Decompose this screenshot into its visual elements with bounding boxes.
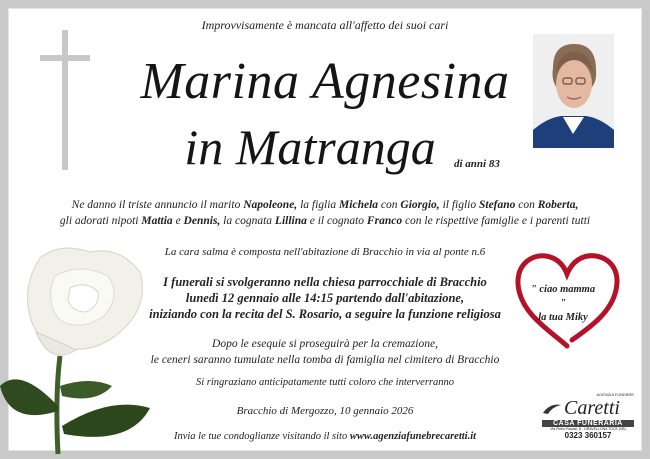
brother-in-law-name: Franco	[366, 215, 403, 227]
announcement-line-1	[0, 197, 650, 213]
heart-message-line: " ciao mamma "	[530, 284, 596, 309]
son-in-law-name: Giorgio,	[400, 199, 440, 211]
white-rose-icon	[0, 236, 165, 456]
logo-subtitle: CASA FUNERARIA	[542, 420, 634, 427]
text: la cognata	[220, 215, 275, 227]
husband-name: Napoleone,	[243, 199, 298, 211]
logo-top-text: AGENZIA FUNEBRE	[596, 392, 634, 397]
text: gli adorati nipoti	[59, 215, 142, 227]
funeral-line: iniziando con la recita del S. Rosario, a seguire la funzione religiosa	[149, 307, 501, 321]
text: e	[172, 215, 184, 227]
home-viewing-text: La cara salma è composta nell'abitazione di Bracchio in via al ponte n.6	[164, 246, 486, 258]
logo-phone: 0323 360157	[564, 431, 612, 440]
heart-message	[528, 283, 598, 325]
announcement-line-2	[0, 213, 650, 229]
logo-brand: Caretti	[564, 397, 620, 419]
heart-message-line: la tua Miky	[538, 312, 588, 323]
logo-address: Via Pietro Ravasi, 8 - GRAVELLONA TOCE (VB)	[550, 427, 626, 431]
text: il figlio	[439, 199, 479, 211]
daughter-name: Michela	[339, 199, 379, 211]
intro-text: Improvvisamente è mancata all'affetto dei suoi cari	[201, 18, 449, 32]
grandchild-name: Dennis,	[183, 215, 221, 227]
deceased-name: Marina Agnesina	[140, 53, 510, 110]
thanks-text: Si ringraziano anticipatamente tutti coloro che interverranno	[196, 377, 454, 388]
place-date: Bracchio di Mergozzo, 10 gennaio 2026	[236, 405, 414, 417]
funeral-line: I funerali si svolgeranno nella chiesa parrocchiale di Bracchio	[163, 275, 487, 289]
after-line: le ceneri saranno tumulate nella tomba di famiglia nel cimitero di Bracchio	[150, 354, 500, 366]
condolences-label: Invia le tue condoglianze visitando il sito	[173, 431, 350, 442]
text: con	[515, 199, 538, 211]
logo-bird-icon	[542, 401, 562, 417]
after-line: Dopo le esequie si proseguirà per la cremazione,	[212, 338, 438, 350]
portrait-image	[533, 34, 614, 148]
funeral-line: lunedì 12 gennaio alle 14:15 partendo dall'abitazione,	[185, 291, 465, 305]
daughter-in-law-name: Roberta,	[537, 199, 579, 211]
text: con	[378, 199, 401, 211]
text: la figlia	[297, 199, 340, 211]
text: Ne danno il triste annuncio il marito	[71, 199, 244, 211]
grandchild-name: Mattia	[141, 215, 173, 227]
text: con le rispettive famiglie e i parenti tutti	[402, 215, 591, 227]
deceased-married-name: in Matranga	[184, 119, 436, 175]
son-name: Stefano	[478, 199, 516, 211]
website-link[interactable]: www.agenziafunebrecaretti.it	[349, 431, 477, 442]
text: e il cognato	[306, 215, 367, 227]
age-label: di anni 83	[454, 158, 500, 170]
portrait-photo	[533, 34, 614, 148]
sister-in-law-name: Lillina	[274, 215, 307, 227]
funeral-agency-logo	[542, 392, 634, 448]
announcement-text	[0, 197, 650, 229]
